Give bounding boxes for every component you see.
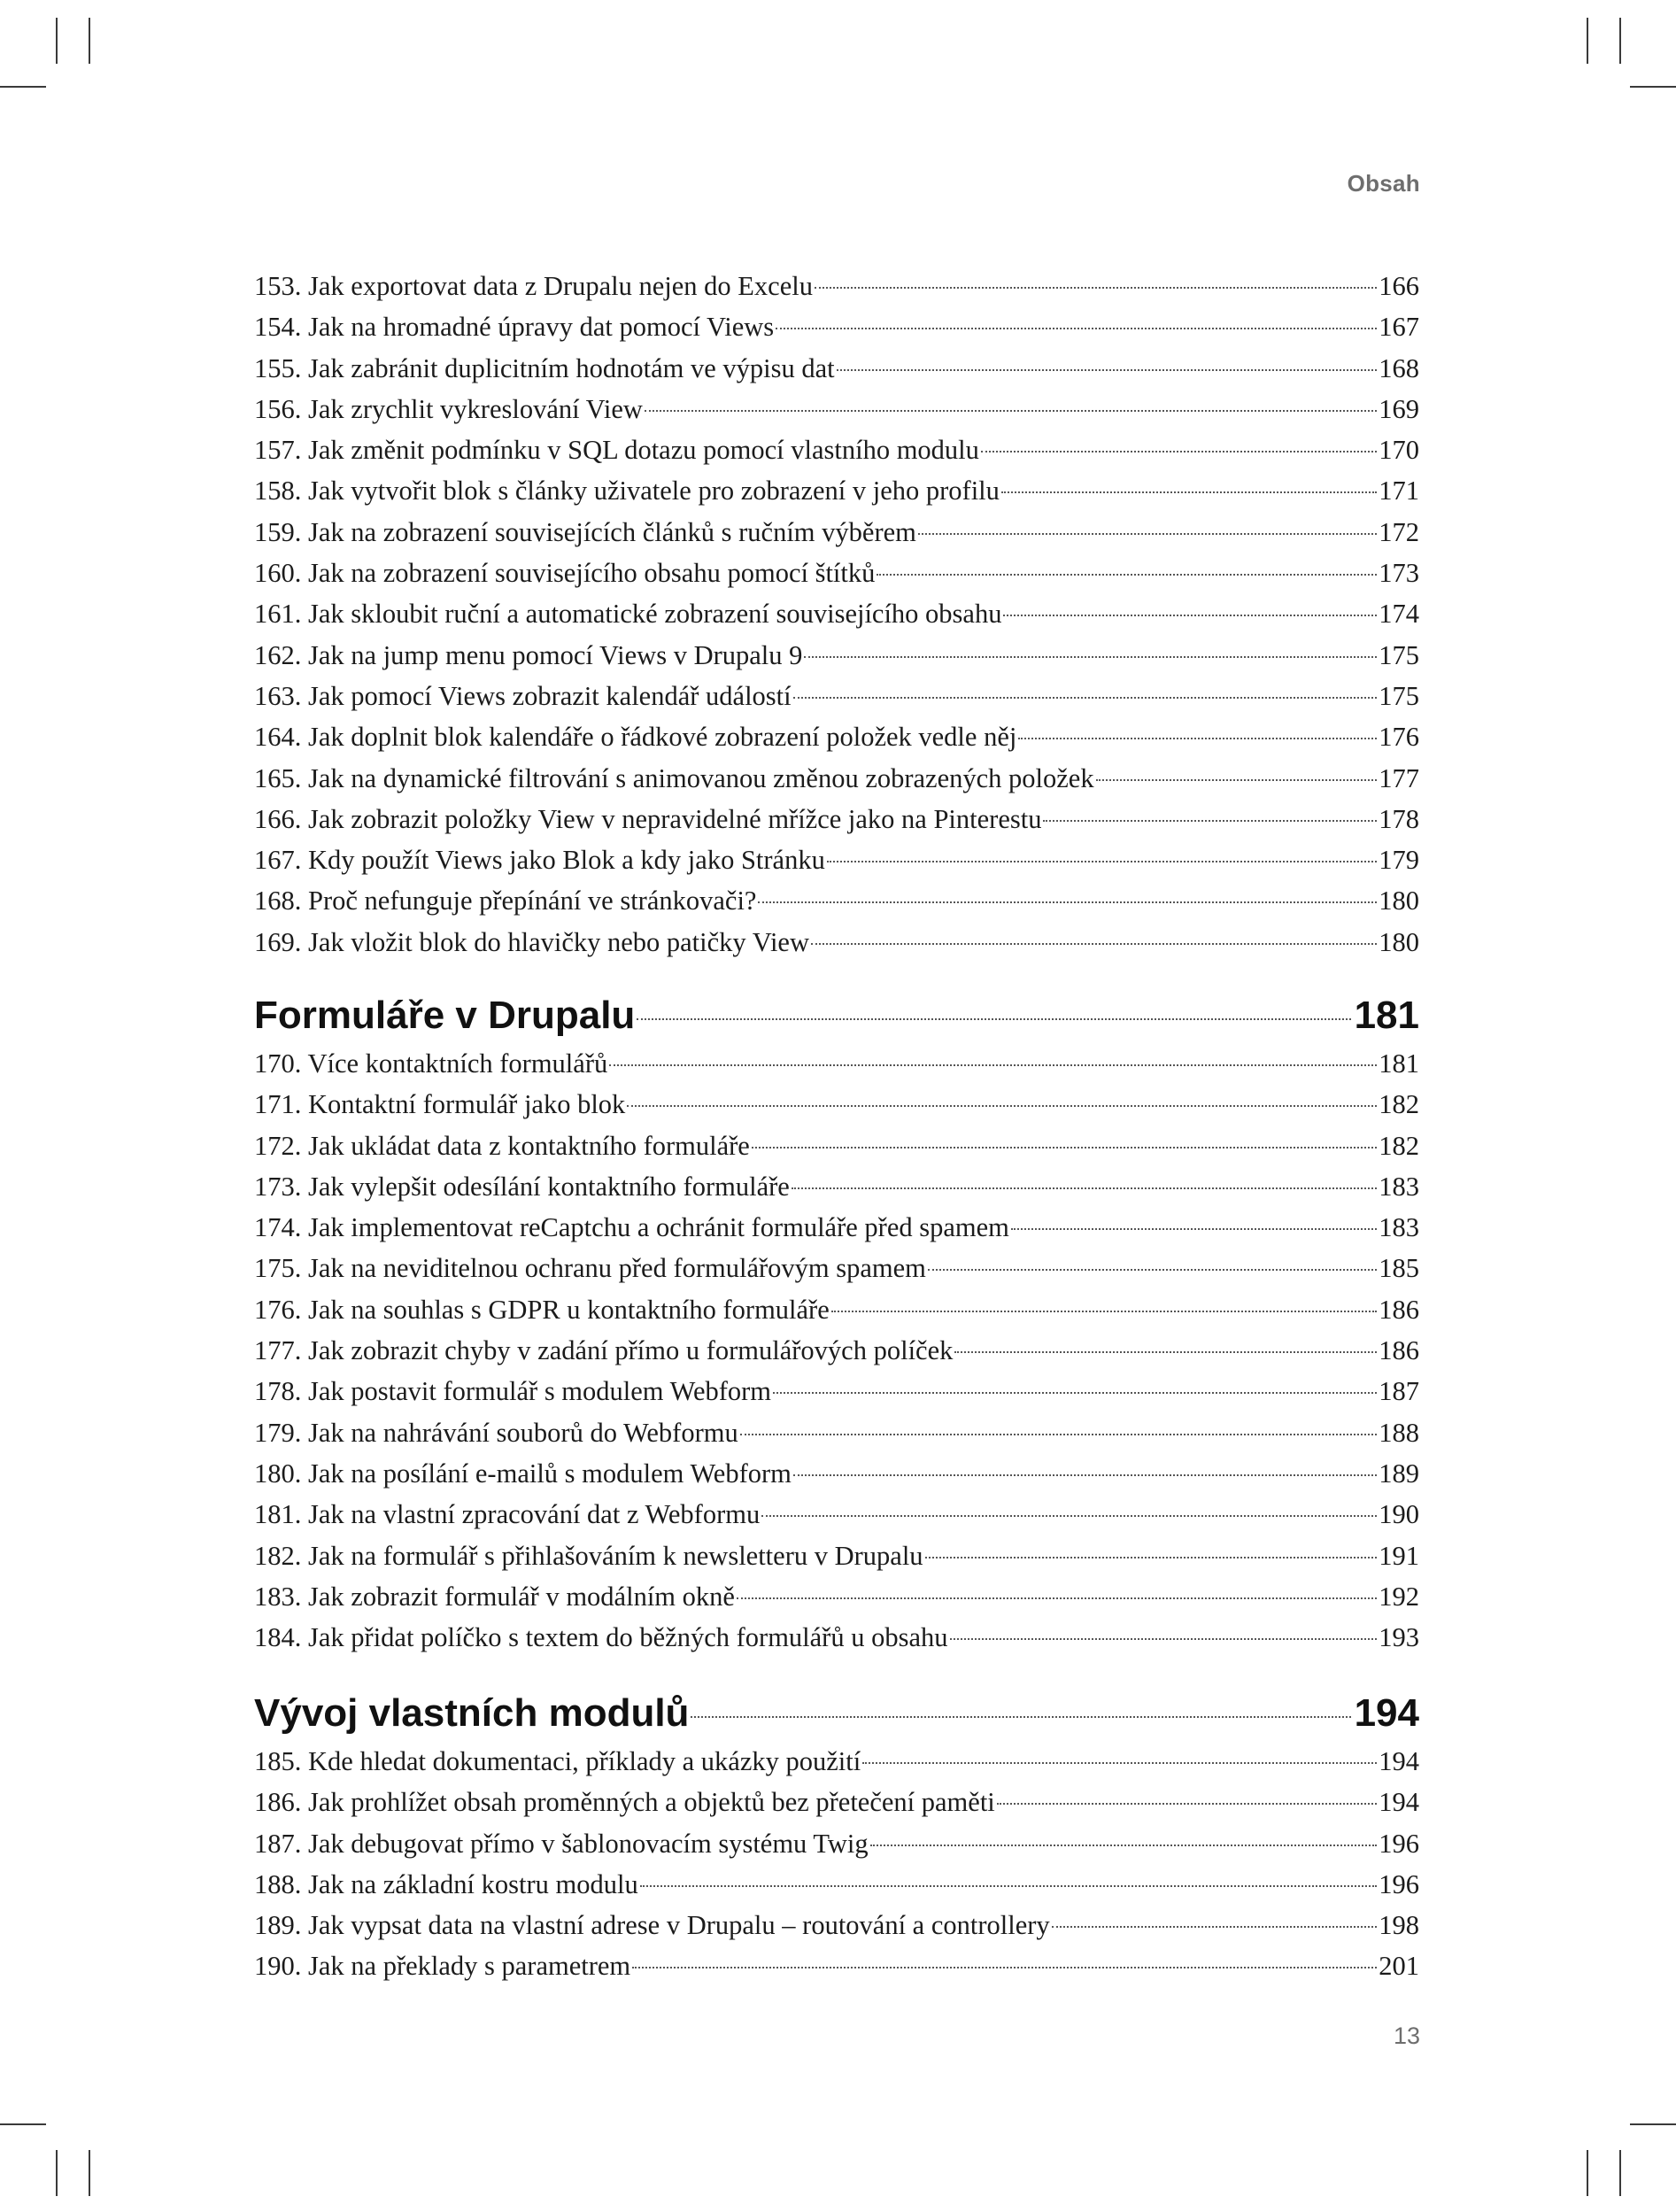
- dot-leader: [918, 533, 1377, 535]
- toc-entry-title: 179. Jak na nahrávání souborů do Webformu: [254, 1417, 738, 1448]
- dot-leader: [815, 287, 1377, 289]
- toc-entry[interactable]: [254, 922, 1419, 963]
- toc-entry-title: 187. Jak debugovat přímo v šablonovacím systému Twig: [254, 1828, 869, 1859]
- crop-mark: [56, 18, 58, 64]
- toc-entry[interactable]: [254, 348, 1419, 389]
- toc-entry-page-number: 172: [1379, 516, 1419, 547]
- toc-entry-title: 183. Jak zobrazit formulář v modálním okně: [254, 1581, 735, 1612]
- toc-entry-page-number: 192: [1379, 1581, 1419, 1612]
- toc-entry-page-number: 170: [1379, 435, 1419, 466]
- toc-entry-title: 184. Jak přidat políčko s textem do běžných formulářů u obsahu: [254, 1622, 948, 1653]
- toc-entry-title: 168. Proč nefunguje přepínání ve stránkovači?: [254, 886, 757, 917]
- crop-mark: [1619, 2150, 1621, 2196]
- running-head: Obsah: [1347, 170, 1420, 197]
- toc-section: [254, 266, 1419, 963]
- dot-leader: [1003, 615, 1377, 616]
- toc-entry[interactable]: [254, 1741, 1419, 1782]
- toc-entry-title: 170. Více kontaktních formulářů: [254, 1048, 608, 1079]
- toc-entry-title: 160. Jak na zobrazení souvisejícího obsahu pomocí štítků: [254, 558, 876, 589]
- toc-entry-title: 177. Jak zobrazit chyby v zadání přímo u formulářových políček: [254, 1335, 954, 1366]
- chapter-heading-modules[interactable]: [254, 1682, 1419, 1744]
- toc-entry-page-number: 196: [1379, 1868, 1419, 1899]
- chapter-heading-forms[interactable]: [254, 985, 1419, 1047]
- toc-entry-page-number: 188: [1379, 1417, 1419, 1448]
- dot-leader: [758, 901, 1377, 903]
- toc-entry-page-number: 190: [1379, 1499, 1419, 1530]
- toc-entry[interactable]: [254, 1289, 1419, 1330]
- toc-entry-title: 154. Jak na hromadné úpravy dat pomocí Views: [254, 312, 775, 343]
- dot-leader: [1001, 491, 1377, 493]
- dot-leader: [827, 861, 1377, 862]
- dot-leader: [1043, 820, 1377, 822]
- toc-entry-page-number: 194: [1379, 1787, 1419, 1818]
- toc-entry-page-number: 178: [1379, 803, 1419, 834]
- toc-entry[interactable]: [254, 758, 1419, 799]
- toc-entry-title: 169. Jak vložit blok do hlavičky nebo patičky View: [254, 926, 809, 957]
- toc-entry-title: 156. Jak zrychlit vykreslování View: [254, 393, 643, 424]
- crop-mark: [1587, 18, 1588, 64]
- dot-leader: [831, 1311, 1378, 1312]
- dot-leader: [925, 1557, 1378, 1558]
- toc-entry[interactable]: [254, 306, 1419, 347]
- toc-entry-title: 190. Jak na překlady s parametrem: [254, 1951, 631, 1982]
- toc-entry-title: 172. Jak ukládat data z kontaktního formuláře: [254, 1130, 750, 1161]
- dot-leader: [691, 1716, 1350, 1718]
- toc-entry[interactable]: [254, 676, 1419, 716]
- toc-entry[interactable]: [254, 1823, 1419, 1864]
- crop-mark: [0, 86, 46, 88]
- toc-entry-title: 163. Jak pomocí Views zobrazit kalendář událostí: [254, 680, 792, 711]
- toc-entry[interactable]: [254, 1576, 1419, 1617]
- toc-entry-page-number: 166: [1379, 271, 1419, 301]
- dot-leader: [1018, 738, 1377, 739]
- toc-entry-page-number: 201: [1379, 1951, 1419, 1982]
- toc-entry-page-number: 186: [1379, 1294, 1419, 1325]
- dot-leader: [928, 1269, 1377, 1271]
- dot-leader: [954, 1351, 1377, 1353]
- toc-entry[interactable]: [254, 1207, 1419, 1248]
- dot-leader: [1096, 779, 1378, 781]
- toc-entry-page-number: 168: [1379, 352, 1419, 383]
- toc-entry[interactable]: [254, 1084, 1419, 1125]
- toc-entry[interactable]: [254, 593, 1419, 634]
- toc-entry-page-number: 180: [1379, 926, 1419, 957]
- toc-entry-page-number: 189: [1379, 1458, 1419, 1489]
- toc-entry[interactable]: [254, 553, 1419, 593]
- dot-leader: [1052, 1926, 1378, 1928]
- toc-entry-page-number: 171: [1379, 476, 1419, 507]
- crop-mark: [1630, 86, 1676, 88]
- dot-leader: [997, 1803, 1377, 1805]
- toc-entry-page-number: 183: [1379, 1171, 1419, 1202]
- dot-leader: [811, 943, 1377, 945]
- toc-entry-title: 157. Jak změnit podmínku v SQL dotazu pomocí vlastního modulu: [254, 435, 979, 466]
- toc-entry[interactable]: [254, 716, 1419, 757]
- toc-entry-title: 161. Jak skloubit ruční a automatické zobrazení souvisejícího obsahu: [254, 599, 1002, 630]
- dot-leader: [792, 1187, 1377, 1189]
- toc-entry-page-number: 196: [1379, 1828, 1419, 1859]
- toc-entry[interactable]: [254, 1412, 1419, 1453]
- crop-mark: [1619, 18, 1621, 64]
- toc-entry-title: 188. Jak na základní kostru modulu: [254, 1868, 638, 1899]
- toc-entry[interactable]: [254, 1371, 1419, 1412]
- toc-entry[interactable]: [254, 1864, 1419, 1905]
- toc-entry-page-number: 182: [1379, 1089, 1419, 1120]
- toc-entry-title: 167. Kdy použít Views jako Blok a kdy jako Stránku: [254, 845, 825, 876]
- toc-entry[interactable]: [254, 1535, 1419, 1576]
- toc-entry[interactable]: [254, 1043, 1419, 1084]
- crop-mark: [56, 2150, 58, 2196]
- toc-entry-title: 176. Jak na souhlas s GDPR u kontaktního formuláře: [254, 1294, 830, 1325]
- dot-leader: [737, 1597, 1377, 1599]
- toc-entry[interactable]: [254, 839, 1419, 880]
- toc-entry[interactable]: [254, 1617, 1419, 1658]
- toc-entry[interactable]: [254, 880, 1419, 921]
- toc-entry-page-number: 177: [1379, 762, 1419, 793]
- toc-entry[interactable]: [254, 799, 1419, 839]
- toc-entry-title: 178. Jak postavit formulář s modulem Webform: [254, 1376, 772, 1407]
- dot-leader: [752, 1147, 1377, 1149]
- dot-leader: [877, 574, 1377, 576]
- toc-entry-page-number: 183: [1379, 1212, 1419, 1243]
- toc-entry[interactable]: [254, 470, 1419, 511]
- toc-entry-title: 182. Jak na formulář s přihlašováním k newsletteru v Drupalu: [254, 1540, 923, 1571]
- toc-entry-title: 186. Jak prohlížet obsah proměnných a objektů bez přetečení paměti: [254, 1787, 995, 1818]
- toc-entry-page-number: 191: [1379, 1540, 1419, 1571]
- toc-entry[interactable]: [254, 1248, 1419, 1288]
- dot-leader: [870, 1845, 1378, 1846]
- toc-entry-title: 189. Jak vypsat data na vlastní adrese v Drupalu – routování a controllery: [254, 1910, 1050, 1941]
- toc-entry-page-number: 175: [1379, 639, 1419, 670]
- toc-chapter-heading[interactable]: [254, 985, 1419, 1047]
- dot-leader: [862, 1762, 1377, 1764]
- dot-leader: [776, 328, 1377, 329]
- chapter-title: Vývoj vlastních modulů: [254, 1691, 690, 1735]
- toc-entry-title: 171. Kontaktní formulář jako blok: [254, 1089, 626, 1120]
- toc-entry-page-number: 185: [1379, 1253, 1419, 1284]
- toc-entry-page-number: 179: [1379, 845, 1419, 876]
- toc-entry[interactable]: [254, 635, 1419, 676]
- dot-leader: [804, 656, 1377, 658]
- toc-entry-page-number: 194: [1379, 1746, 1419, 1776]
- dot-leader: [981, 451, 1377, 452]
- dot-leader: [1011, 1228, 1377, 1230]
- toc-entry-page-number: 174: [1379, 599, 1419, 630]
- toc-entry-page-number: 187: [1379, 1376, 1419, 1407]
- crop-mark: [89, 2150, 90, 2196]
- toc-entry-title: 165. Jak na dynamické filtrování s animovanou změnou zobrazených položek: [254, 762, 1094, 793]
- toc-entry-page-number: 186: [1379, 1335, 1419, 1366]
- toc-entry[interactable]: [254, 1453, 1419, 1494]
- toc-entry-page-number: 198: [1379, 1910, 1419, 1941]
- dot-leader: [761, 1515, 1377, 1517]
- toc-entry[interactable]: [254, 389, 1419, 429]
- dot-leader: [609, 1064, 1377, 1066]
- toc-entry-page-number: 176: [1379, 722, 1419, 753]
- dot-leader: [740, 1434, 1378, 1435]
- toc-entry-title: 173. Jak vylepšit odesílání kontaktního formuláře: [254, 1171, 790, 1202]
- crop-mark: [0, 2123, 46, 2125]
- toc-entry-page-number: 193: [1379, 1622, 1419, 1653]
- dot-leader: [793, 697, 1378, 699]
- toc-entry-title: 174. Jak implementovat reCaptchu a ochránit formuláře před spamem: [254, 1212, 1009, 1243]
- toc-entry-title: 153. Jak exportovat data z Drupalu nejen do Excelu: [254, 271, 813, 301]
- toc-section: [254, 1741, 1419, 1987]
- chapter-title: Formuláře v Drupalu: [254, 994, 636, 1037]
- toc-entry[interactable]: [254, 1330, 1419, 1371]
- toc-entry[interactable]: [254, 1125, 1419, 1166]
- crop-mark: [1587, 2150, 1588, 2196]
- toc-entry-title: 155. Jak zabránit duplicitním hodnotám ve výpisu dat: [254, 352, 835, 383]
- toc-entry[interactable]: [254, 1782, 1419, 1822]
- toc-entry-title: 166. Jak zobrazit položky View v nepravidelné mřížce jako na Pinterestu: [254, 803, 1042, 834]
- dot-leader: [950, 1638, 1378, 1640]
- toc-list: [254, 1741, 1419, 1987]
- toc-entry-page-number: 175: [1379, 680, 1419, 711]
- toc-entry-title: 185. Kde hledat dokumentaci, příklady a ukázky použití: [254, 1746, 861, 1776]
- dot-leader: [632, 1967, 1377, 1968]
- toc-entry-page-number: 180: [1379, 886, 1419, 917]
- toc-entry-title: 175. Jak na neviditelnou ochranu před formulářovým spamem: [254, 1253, 926, 1284]
- crop-mark: [1630, 2123, 1676, 2125]
- toc-entry-page-number: 173: [1379, 558, 1419, 589]
- toc-list: [254, 266, 1419, 963]
- dot-leader: [837, 369, 1378, 371]
- toc-entry-page-number: 167: [1379, 312, 1419, 343]
- toc-entry-page-number: 169: [1379, 393, 1419, 424]
- toc-list: [254, 1043, 1419, 1658]
- toc-entry[interactable]: [254, 429, 1419, 470]
- dot-leader: [773, 1392, 1377, 1394]
- toc-entry[interactable]: [254, 1494, 1419, 1535]
- toc-entry[interactable]: [254, 1166, 1419, 1207]
- toc-entry-title: 159. Jak na zobrazení souvisejících článků s ručním výběrem: [254, 516, 916, 547]
- toc-entry[interactable]: [254, 1905, 1419, 1945]
- toc-entry-title: 181. Jak na vlastní zpracování dat z Webformu: [254, 1499, 761, 1530]
- dot-leader: [640, 1885, 1378, 1887]
- crop-mark: [89, 18, 90, 64]
- toc-entry[interactable]: [254, 512, 1419, 553]
- toc-entry-page-number: 182: [1379, 1130, 1419, 1161]
- page-number: 13: [1393, 2023, 1420, 2049]
- toc-entry[interactable]: [254, 266, 1419, 306]
- dot-leader: [637, 1018, 1350, 1020]
- chapter-page-number: 181: [1354, 994, 1419, 1037]
- toc-entry-page-number: 181: [1379, 1048, 1419, 1079]
- toc-entry-title: 180. Jak na posílání e-mailů s modulem Webform: [254, 1458, 792, 1489]
- toc-entry-title: 162. Jak na jump menu pomocí Views v Drupalu 9: [254, 639, 803, 670]
- toc-entry[interactable]: [254, 1945, 1419, 1986]
- dot-leader: [793, 1474, 1377, 1476]
- toc-entry-title: 164. Jak doplnit blok kalendáře o řádkové zobrazení položek vedle něj: [254, 722, 1017, 753]
- toc-section: [254, 1043, 1419, 1658]
- dot-leader: [645, 410, 1377, 412]
- chapter-page-number: 194: [1354, 1691, 1419, 1735]
- toc-chapter-heading[interactable]: [254, 1682, 1419, 1744]
- toc-entry-title: 158. Jak vytvořit blok s články uživatele pro zobrazení v jeho profilu: [254, 476, 1000, 507]
- dot-leader: [627, 1105, 1377, 1107]
